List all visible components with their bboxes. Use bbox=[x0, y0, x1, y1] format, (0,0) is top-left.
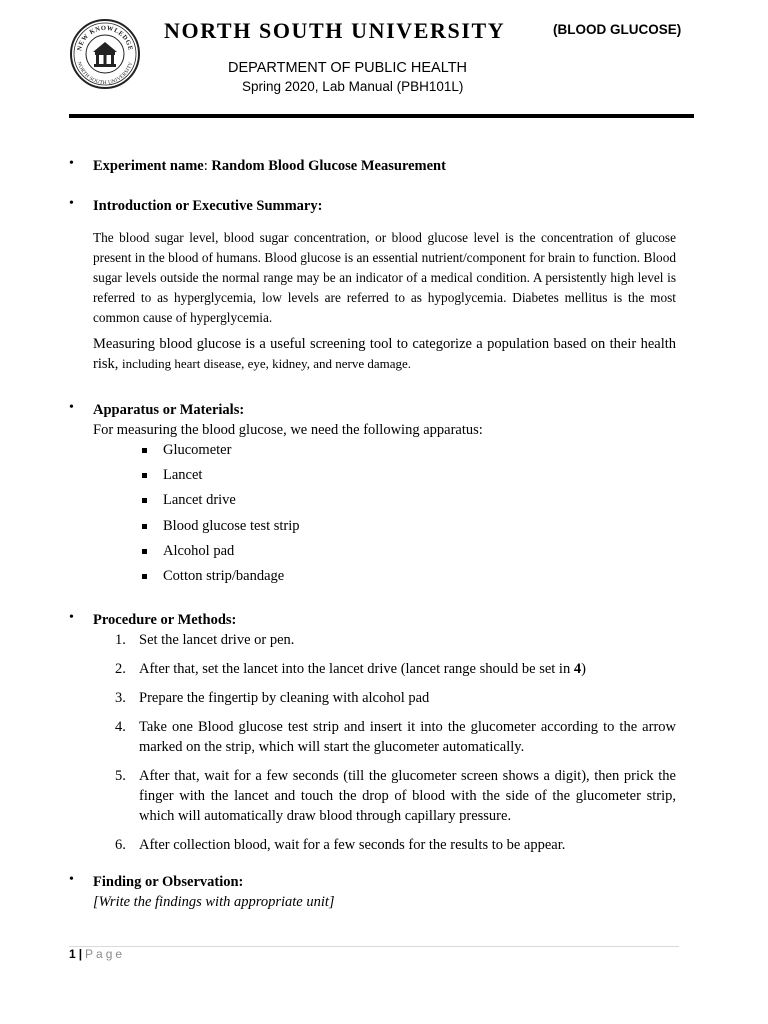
procedure-list bbox=[93, 630, 676, 855]
findings-section bbox=[69, 872, 676, 912]
procedure-title: Procedure or Methods: bbox=[93, 612, 237, 629]
university-seal-icon bbox=[69, 18, 141, 90]
document-body bbox=[69, 156, 676, 912]
list-item: 2. After that, set the lancet into the lancet drive (lancet range should be set in 4) bbox=[115, 661, 586, 678]
term-label: Spring 2020, Lab Manual (PBH101L) bbox=[242, 79, 464, 94]
square-bullet-icon bbox=[142, 498, 147, 503]
list-item: Cotton strip/bandage bbox=[93, 566, 676, 591]
svg-text:NORTH SOUTH UNIVERSITY: NORTH SOUTH UNIVERSITY bbox=[75, 61, 135, 87]
introduction-paragraph-1: The blood sugar level, blood sugar concentration, or blood glucose level is the concentration of glucose present in the blood of humans. Blood glucose is an essential nutrient/component for brain to function. Blood sugar levels outside the normal range may be an indicator of a medical condition. A persistently high level is referred to as hyperglycemia, low levels are referred to as hypoglycemia. Diabetes mellitus is the most common cause of hyperglycemia. bbox=[93, 230, 676, 325]
procedure-section bbox=[69, 610, 676, 855]
list-item: 4. Take one Blood glucose test strip and insert it into the glucometer according to the arrow marked on the strip, which will start the glucometer automatically. bbox=[115, 719, 676, 756]
square-bullet-icon bbox=[142, 473, 147, 478]
svg-text:NEW KNOWLEDGE: NEW KNOWLEDGE bbox=[76, 24, 134, 52]
document-header bbox=[0, 0, 768, 120]
apparatus-section bbox=[69, 400, 676, 591]
experiment-name: Random Blood Glucose Measurement bbox=[211, 158, 446, 174]
list-item: Blood glucose test strip bbox=[93, 516, 676, 541]
bullet-icon: • bbox=[69, 610, 74, 626]
introduction-paragraph-2: Measuring blood glucose is a useful screening tool to categorize a population based on their health risk, including heart disease, eye, kidney, and nerve damage. bbox=[93, 336, 676, 372]
square-bullet-icon bbox=[142, 549, 147, 554]
department-name: DEPARTMENT OF PUBLIC HEALTH bbox=[228, 60, 468, 76]
square-bullet-icon bbox=[142, 524, 147, 529]
apparatus-list bbox=[93, 440, 676, 591]
bullet-icon: • bbox=[69, 196, 74, 211]
bullet-icon: • bbox=[69, 400, 74, 415]
findings-title: Finding or Observation: bbox=[93, 874, 244, 891]
apparatus-title: Apparatus or Materials: bbox=[93, 402, 245, 418]
footer-separator: | bbox=[78, 947, 83, 961]
list-item: 1. Set the lancet drive or pen. bbox=[115, 632, 295, 649]
university-name: NORTH SOUTH UNIVERSITY bbox=[164, 18, 506, 43]
list-item: 6. After collection blood, wait for a few seconds for the results to be appear. bbox=[115, 837, 566, 854]
page-number: 1 bbox=[69, 947, 76, 961]
list-item: Alcohol pad bbox=[93, 541, 676, 566]
footer-divider bbox=[69, 946, 679, 947]
experiment-section bbox=[69, 156, 676, 176]
page-footer bbox=[69, 947, 125, 961]
introduction-title: Introduction or Executive Summary: bbox=[93, 198, 323, 214]
square-bullet-icon bbox=[142, 574, 147, 579]
experiment-label: Experiment name bbox=[93, 158, 204, 174]
bullet-icon: • bbox=[69, 872, 74, 888]
subject-label: (BLOOD GLUCOSE) bbox=[553, 22, 682, 37]
experiment-colon: : bbox=[203, 158, 212, 174]
list-item: 3. Prepare the fingertip by cleaning with alcohol pad bbox=[115, 690, 430, 707]
introduction-section bbox=[69, 196, 676, 374]
page-label: Page bbox=[85, 947, 126, 961]
bullet-icon: • bbox=[69, 156, 74, 171]
list-item: Lancet bbox=[93, 465, 676, 490]
header-rule bbox=[69, 114, 694, 118]
list-item: Glucometer bbox=[93, 440, 676, 465]
findings-note: [Write the findings with appropriate unit] bbox=[93, 894, 335, 911]
list-item: Lancet drive bbox=[93, 490, 676, 515]
square-bullet-icon bbox=[142, 448, 147, 453]
apparatus-lead: For measuring the blood glucose, we need the following apparatus: bbox=[93, 422, 483, 438]
list-item: 5. After that, wait for a few seconds (till the glucometer screen shows a digit), then prick the finger with the lancet and touch the drop of blood with the side of the glucometer strip, which will automatically draw blood through capillary pressure. bbox=[115, 768, 676, 825]
